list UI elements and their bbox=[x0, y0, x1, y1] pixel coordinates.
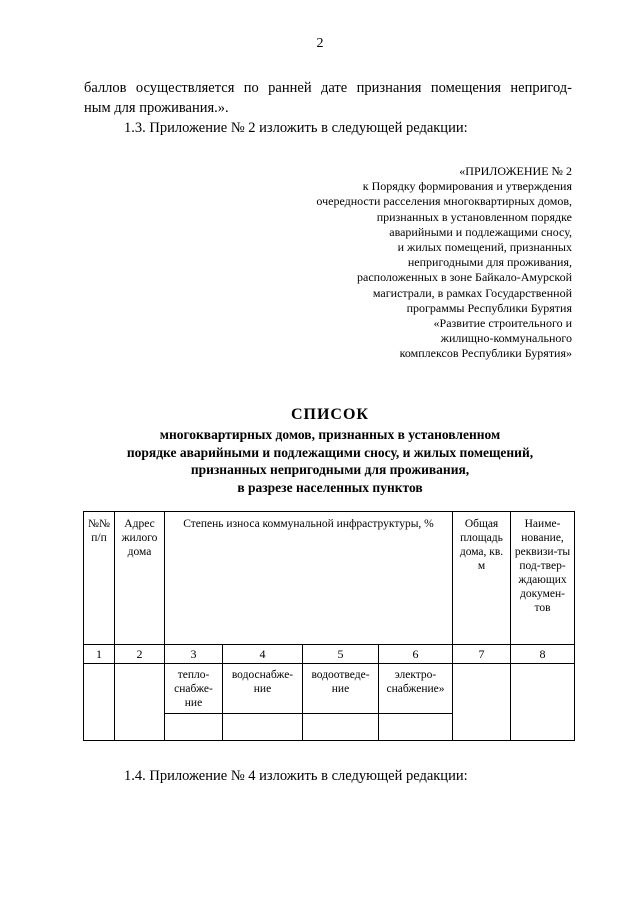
appendix-line: программы Республики Бурятия bbox=[406, 300, 572, 315]
title-line: признанных непригодными для проживания, bbox=[190, 462, 470, 477]
column-number: 3 bbox=[165, 645, 223, 664]
column-number: 7 bbox=[453, 645, 511, 664]
table-cell bbox=[223, 714, 303, 741]
appendix-line: очередности расселения многоквартирных домов, bbox=[316, 194, 572, 209]
subheader-drainage: водоотведе-ние bbox=[303, 664, 379, 714]
table-subheader-row bbox=[84, 664, 575, 714]
appendix-line: комплексов Республики Бурятия» bbox=[399, 346, 572, 361]
subheader-water-supply: водоснабже-ние bbox=[223, 664, 303, 714]
appendix-line: к Порядку формирования и утверждения bbox=[362, 179, 572, 194]
table-cell bbox=[84, 664, 115, 741]
intro-line-1: баллов осуществляется по ранней дате признания помещения непригод- bbox=[84, 80, 572, 96]
title-line: многоквартирных домов, признанных в установленном bbox=[159, 427, 501, 442]
column-number: 1 bbox=[84, 645, 115, 664]
intro-line-2: ным для проживания.». bbox=[84, 100, 229, 116]
appendix-line: «ПРИЛОЖЕНИЕ № 2 bbox=[459, 164, 572, 178]
appendix-line: непригодными для проживания, bbox=[407, 255, 572, 270]
table-cell bbox=[115, 664, 165, 741]
appendix-line: «Развитие строительного и bbox=[433, 316, 572, 331]
column-number: 4 bbox=[223, 645, 303, 664]
subheader-electricity: электро-снабжение» bbox=[379, 664, 453, 714]
item-1-3: 1.3. Приложение № 2 изложить в следующей редакции: bbox=[124, 120, 468, 136]
appendix-line: магистрали, в рамках Государственной bbox=[372, 285, 572, 300]
header-address: Адрес жилого дома bbox=[115, 512, 165, 645]
appendix-line: и жилых помещений, признанных bbox=[397, 240, 572, 255]
header-documents: Наиме-нование, реквизи-ты под-твер-ждающих докумен-тов bbox=[511, 512, 575, 645]
appendix-line: расположенных в зоне Байкало-Амурской bbox=[357, 270, 572, 285]
column-number: 2 bbox=[115, 645, 165, 664]
title-line: порядке аварийными и подлежащими сносу, и жилых помещений, bbox=[126, 444, 534, 460]
subheader-heating: тепло-снабже-ние bbox=[165, 664, 223, 714]
list-title bbox=[60, 404, 600, 496]
appendix-line: жилищно-коммунального bbox=[440, 331, 572, 346]
header-number: №№ п/п bbox=[84, 512, 115, 645]
table-cell bbox=[453, 664, 511, 741]
table-header-row bbox=[84, 512, 575, 645]
appendix-line: аварийными и подлежащими сносу, bbox=[389, 224, 572, 239]
page-number: 2 bbox=[316, 36, 324, 51]
column-number: 8 bbox=[511, 645, 575, 664]
table-cell bbox=[379, 714, 453, 741]
column-number: 5 bbox=[303, 645, 379, 664]
item-1-4: 1.4. Приложение № 4 изложить в следующей редакции: bbox=[124, 768, 468, 784]
column-number: 6 bbox=[379, 645, 453, 664]
title-line: в разрезе населенных пунктов bbox=[237, 479, 423, 495]
table-cell bbox=[165, 714, 223, 741]
table-number-row bbox=[84, 645, 575, 664]
title-main: СПИСОК bbox=[290, 406, 370, 423]
houses-table bbox=[83, 511, 575, 741]
header-wear-degree: Степень износа коммунальной инфраструктуры, % bbox=[165, 512, 453, 645]
table-cell bbox=[511, 664, 575, 741]
table-cell bbox=[303, 714, 379, 741]
appendix-line: признанных в установленном порядке bbox=[376, 209, 572, 224]
header-area: Общая площадь дома, кв. м bbox=[453, 512, 511, 645]
appendix-reference bbox=[252, 164, 572, 362]
